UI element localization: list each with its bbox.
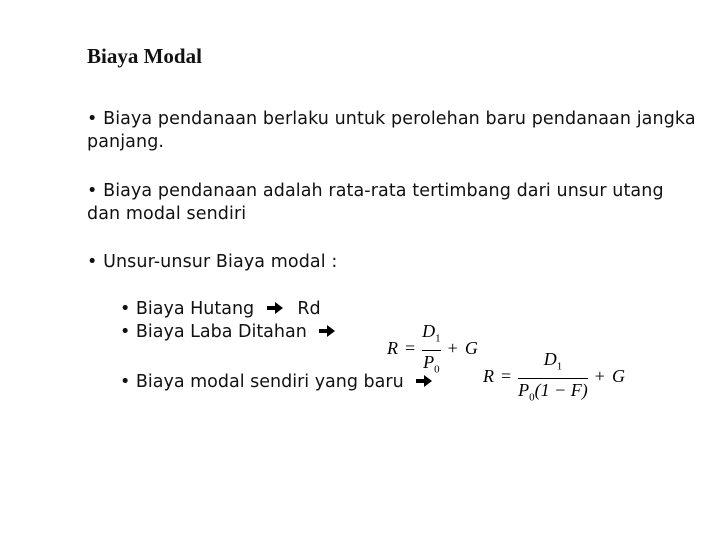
formula-new-equity xyxy=(483,350,625,406)
formula-numerator: $D_1$ xyxy=(422,321,441,345)
sub-bullet-result: Rd xyxy=(297,299,321,319)
sub-bullet-label: • Biaya modal sendiri yang baru xyxy=(120,372,404,392)
fraction-bar xyxy=(518,378,588,379)
formula-growth: G xyxy=(611,365,625,386)
formula-growth: G xyxy=(464,337,478,358)
formula-denominator: $P_0$ xyxy=(423,351,440,376)
sub-bullet-retained xyxy=(120,321,336,343)
bullet-2: • Biaya pendanaan adalah rata-rata tertimbang dari unsur utang dan modal sendiri xyxy=(87,181,664,224)
bullet-3: • Unsur-unsur Biaya modal : xyxy=(87,252,338,272)
formula-plus: + xyxy=(447,337,458,358)
sub-bullet-label: • Biaya Hutang xyxy=(120,299,255,319)
formula-lhs: R xyxy=(483,365,494,386)
sub-bullet-debt xyxy=(120,298,321,320)
formula-numerator: $D_1$ xyxy=(543,349,563,373)
formula-equals: = xyxy=(501,365,512,386)
sub-bullet-label: • Biaya Laba Ditahan xyxy=(120,322,307,342)
formula-denominator: $P_0(1 - F)$ xyxy=(518,379,588,404)
right-arrow-icon xyxy=(318,324,336,338)
formula-equals: = xyxy=(405,337,416,358)
formula-lhs: R xyxy=(387,337,398,358)
formula-fraction xyxy=(422,322,441,378)
formula-retained-earnings xyxy=(387,322,478,378)
slide-title: Biaya Modal xyxy=(87,44,202,68)
formula-fraction xyxy=(518,350,588,406)
formula-plus: + xyxy=(594,365,605,386)
fraction-bar xyxy=(422,350,441,351)
bullet-1: • Biaya pendanaan berlaku untuk perolehan baru pendanaan jangka panjang. xyxy=(87,109,696,152)
right-arrow-icon xyxy=(266,301,284,315)
